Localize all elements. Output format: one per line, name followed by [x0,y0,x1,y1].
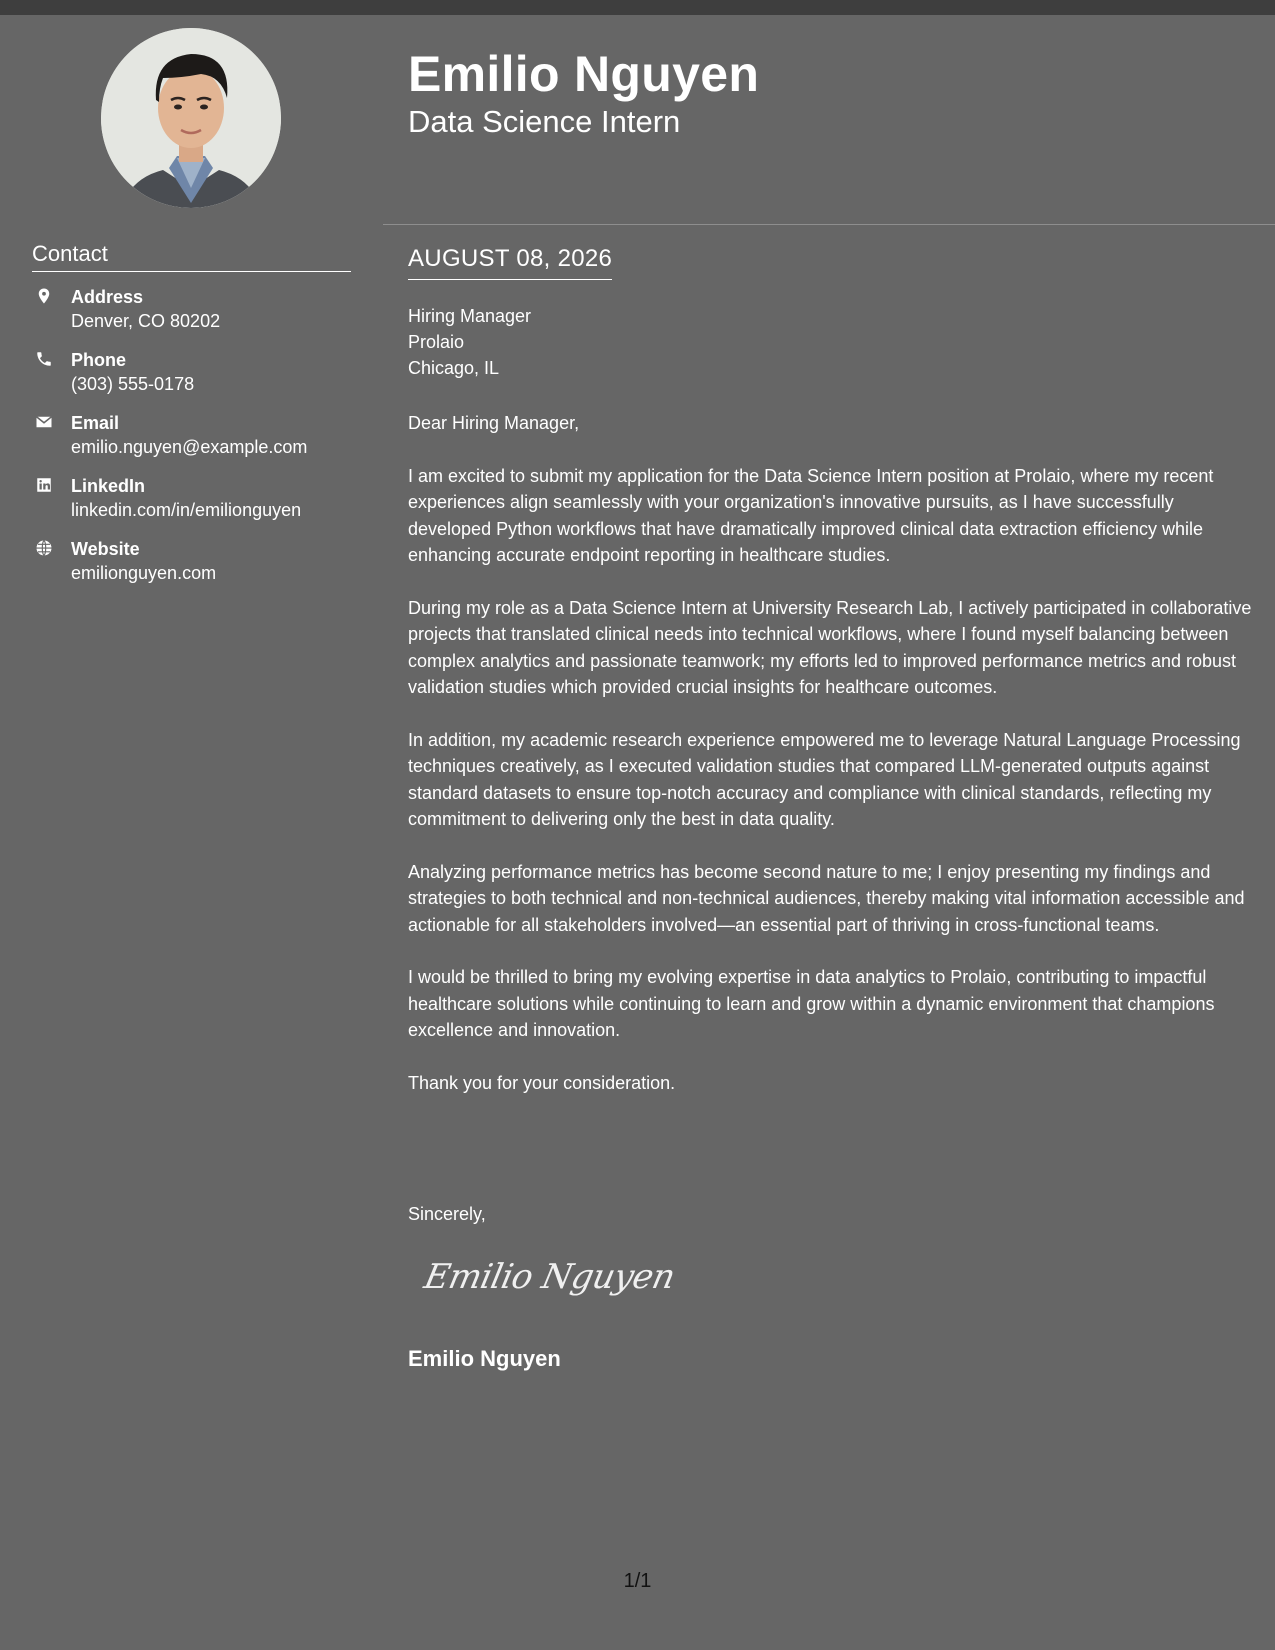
top-bar [0,0,1275,15]
signature: Emilio Nguyen [420,1257,679,1297]
header-divider [383,224,1275,225]
contact-address [32,285,352,348]
map-pin-icon [34,286,54,306]
salutation: Dear Hiring Manager, [408,413,580,433]
contact-heading: Contact [32,241,351,272]
page-number: 1/1 [623,1570,652,1592]
contact-website [32,537,352,600]
contact-email-value[interactable]: emilio.nguyen@example.com [71,437,308,457]
letter-paragraph: I am excited to submit my application for the Data Science Intern position at Prolaio, where my recent experiences align seamlessly with your organization's innovative pursuits, as I have successfully developed Python workflows that have dramatically improved clinical data extraction efficiency while enhancing accurate endpoint reporting in healthcare studies. [408,465,1214,566]
contact-linkedin [32,474,352,537]
contact-website-label: Website [71,539,140,559]
contact-linkedin-label: LinkedIn [71,476,146,496]
envelope-icon [34,412,54,432]
contact-email [32,411,352,474]
contact-address-value: Denver, CO 80202 [71,311,221,331]
linkedin-icon [34,475,54,495]
contact-phone-value[interactable]: (303) 555-0178 [71,374,195,394]
recipient-line: Chicago, IL [408,358,500,378]
applicant-title: Data Science Intern [408,104,681,139]
closing: Sincerely, [408,1204,486,1224]
contact-list [32,285,352,600]
letter-paragraph: Analyzing performance metrics has become second nature to me; I enjoy presenting my findings and strategies to both technical and non-technical audiences, thereby making vital information accessible and actionable for all stakeholders involved—an essential part of thriving in cross-functional teams. [408,861,1245,935]
letter-paragraph: I would be thrilled to bring my evolving expertise in data analytics to Prolaio, contributing to impactful healthcare solutions while continuing to learn and grow within a dynamic environment that champions excellence and innovation. [408,967,1215,1041]
recipient-line: Hiring Manager [408,306,532,326]
phone-icon [34,349,54,369]
globe-icon [34,538,54,558]
recipient-block [408,303,531,381]
recipient-line: Prolaio [408,332,465,352]
contact-website-value[interactable]: emilionguyen.com [71,563,217,583]
contact-address-label: Address [71,287,144,307]
profile-photo [101,28,281,208]
signed-name: Emilio Nguyen [408,1346,561,1371]
contact-phone-label: Phone [71,350,127,370]
applicant-name: Emilio Nguyen [408,46,760,102]
letter-paragraph: During my role as a Data Science Intern at University Research Lab, I actively participated in collaborative projects that translated clinical needs into technical workflows, where I found myself balancing between complex analytics and passionate teamwork; my efforts led to improved performance metrics and robust validation studies which provided crucial insights for healthcare outcomes. [408,597,1252,698]
profile-photo-illustration [101,28,281,208]
contact-linkedin-value[interactable]: linkedin.com/in/emilionguyen [71,500,302,520]
letter-body [408,410,1253,1123]
contact-phone [32,348,352,411]
letter-paragraph: Thank you for your consideration. [408,1073,676,1094]
letter-date: AUGUST 08, 2026 [408,243,612,280]
contact-email-label: Email [71,413,120,433]
letter-paragraph: In addition, my academic research experience empowered me to leverage Natural Language Processing techniques creatively, as I executed validation studies that compared LLM-generated outputs against standard datasets to ensure top-notch accuracy and compliance with clinical standards, reflecting my commitment to delivering only the best in data quality. [408,729,1241,830]
